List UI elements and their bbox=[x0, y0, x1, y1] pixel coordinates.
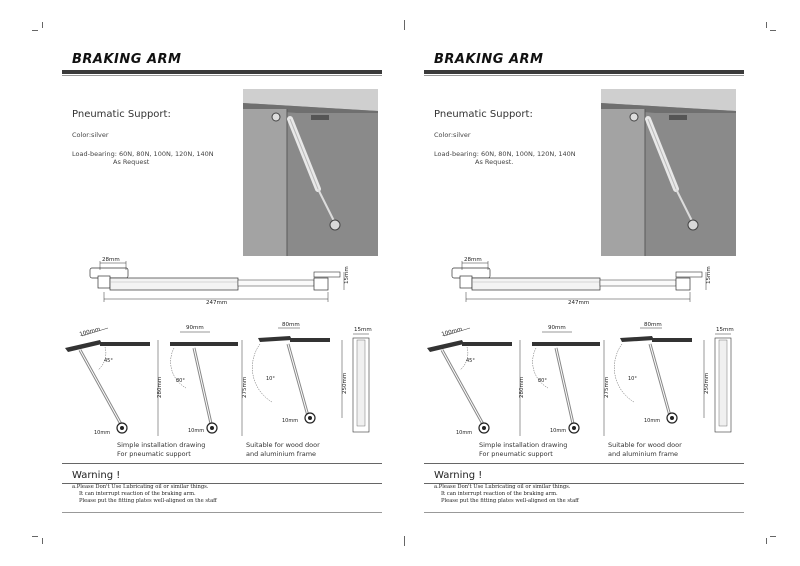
dimension-diagram bbox=[60, 256, 380, 316]
fig-a-offset: 10mm bbox=[94, 430, 111, 436]
fig-a-angle: 45° bbox=[466, 358, 475, 364]
title-rule bbox=[424, 70, 744, 74]
fig-c-offset: 10mm bbox=[282, 418, 299, 424]
warning-text bbox=[434, 484, 579, 505]
caption-line: and aluminium frame bbox=[246, 450, 317, 458]
install-figure-a bbox=[427, 327, 525, 436]
warning-text bbox=[72, 484, 217, 505]
fig-a-width: 100mm bbox=[440, 326, 464, 338]
fig-a-height: 280mm bbox=[519, 376, 525, 398]
fig-b-offset: 10mm bbox=[550, 428, 567, 434]
dim-side-label: 15mm bbox=[706, 266, 712, 284]
caption-line: Simple installation drawing bbox=[479, 441, 568, 449]
product-photo bbox=[243, 89, 378, 256]
load-note: As Request. bbox=[475, 158, 514, 166]
warning-title: Warning ! bbox=[434, 470, 483, 481]
install-figure-b bbox=[532, 325, 610, 436]
caption-line: Simple installation drawing bbox=[117, 441, 206, 449]
install-figure-c bbox=[252, 322, 348, 424]
fig-d-width: 15mm bbox=[716, 327, 734, 333]
fig-b-angle: 80° bbox=[538, 378, 547, 384]
catalog-page-right bbox=[400, 0, 800, 566]
load-bearing-text: Load-bearing: 60N, 80N, 100N, 120N, 140N bbox=[72, 150, 214, 158]
caption-line: and aluminium frame bbox=[608, 450, 679, 458]
fig-c-height: 250mm bbox=[704, 372, 710, 394]
fig-c-width: 80mm bbox=[282, 322, 300, 328]
fig-b-width: 90mm bbox=[186, 325, 204, 331]
warning-line: a.Please Don't Use Lubricating oil or similar things. bbox=[434, 484, 571, 490]
fig-b-height: 275mm bbox=[242, 376, 248, 398]
fig-c-angle: 10° bbox=[266, 376, 275, 382]
caption-line: Suitable for wood door bbox=[608, 441, 682, 449]
fig-a-angle: 45° bbox=[104, 358, 113, 364]
fig-b-width: 90mm bbox=[548, 325, 566, 331]
page-title: BRAKING ARM bbox=[72, 52, 182, 67]
fig-d-width: 15mm bbox=[354, 327, 372, 333]
fig-c-offset: 10mm bbox=[644, 418, 661, 424]
divider bbox=[424, 463, 744, 464]
load-bearing-text: Load-bearing: 60N, 80N, 100N, 120N, 140N bbox=[434, 150, 576, 158]
fig-b-offset: 10mm bbox=[188, 428, 205, 434]
warning-line: Please put the fitting plates well-aligned on the staff bbox=[79, 498, 217, 504]
fig-b-height: 275mm bbox=[604, 376, 610, 398]
title-rule-thin bbox=[424, 75, 744, 76]
title-rule bbox=[62, 70, 382, 74]
dim-total-label: 247mm bbox=[206, 300, 228, 306]
divider bbox=[424, 512, 744, 513]
fig-c-height: 250mm bbox=[342, 372, 348, 394]
warning-line: It can interrupt reaction of the braking arm. bbox=[79, 491, 196, 497]
divider bbox=[62, 463, 382, 464]
installation-drawings bbox=[422, 318, 742, 458]
load-spec bbox=[434, 150, 576, 166]
page-title: BRAKING ARM bbox=[434, 52, 544, 67]
product-photo bbox=[601, 89, 736, 256]
fig-c-width: 80mm bbox=[644, 322, 662, 328]
dimension-diagram bbox=[422, 256, 742, 316]
dim-total-label: 247mm bbox=[568, 300, 590, 306]
fig-a-width: 100mm bbox=[78, 326, 102, 338]
divider bbox=[62, 512, 382, 513]
warning-line: Please put the fitting plates well-aligned on the staff bbox=[441, 498, 579, 504]
fig-a-offset: 10mm bbox=[456, 430, 473, 436]
dim-top-label: 28mm bbox=[102, 257, 120, 263]
caption-installation bbox=[117, 441, 205, 459]
title-rule-thin bbox=[62, 75, 382, 76]
caption-line: For pneumatic support bbox=[479, 450, 553, 458]
install-figure-c bbox=[614, 322, 710, 424]
dim-top-label: 28mm bbox=[464, 257, 482, 263]
caption-installation bbox=[479, 441, 567, 459]
warning-title: Warning ! bbox=[72, 470, 121, 481]
fig-b-angle: 80° bbox=[176, 378, 185, 384]
product-name: Pneumatic Support: bbox=[72, 109, 171, 120]
product-name: Pneumatic Support: bbox=[434, 109, 533, 120]
fig-a-height: 280mm bbox=[157, 376, 163, 398]
caption-suitability bbox=[246, 441, 320, 459]
color-spec: Color:silver bbox=[434, 131, 471, 139]
install-figure-a bbox=[65, 327, 163, 436]
warning-line: a.Please Don't Use Lubricating oil or similar things. bbox=[72, 484, 209, 490]
caption-line: For pneumatic support bbox=[117, 450, 191, 458]
fig-c-angle: 10° bbox=[628, 376, 637, 382]
caption-line: Suitable for wood door bbox=[246, 441, 320, 449]
color-spec: Color:silver bbox=[72, 131, 109, 139]
dim-side-label: 15mm bbox=[344, 266, 350, 284]
warning-line: It can interrupt reaction of the braking arm. bbox=[441, 491, 558, 497]
install-figure-d bbox=[715, 327, 734, 432]
load-spec bbox=[72, 150, 214, 166]
load-note: As Request bbox=[113, 158, 150, 166]
install-figure-d bbox=[353, 327, 372, 432]
caption-suitability bbox=[608, 441, 682, 459]
install-figure-b bbox=[170, 325, 248, 436]
installation-drawings bbox=[60, 318, 380, 458]
